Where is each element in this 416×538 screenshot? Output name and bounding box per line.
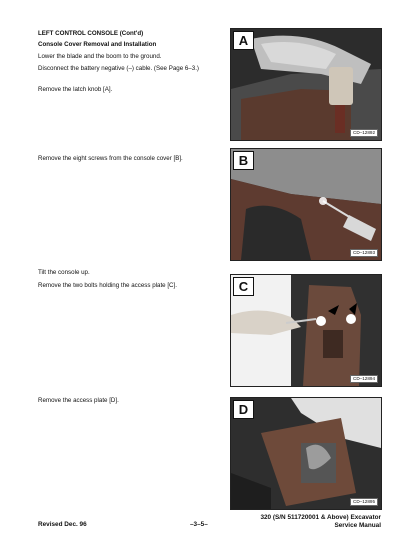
step-tilt-console: Tilt the console up. <box>38 269 90 276</box>
step-remove-latch-knob: Remove the latch knob [A]. <box>38 86 113 93</box>
figure-c-letter: C <box>233 277 254 296</box>
figure-d-photo <box>230 397 382 510</box>
step-disconnect-battery: Disconnect the battery negative (–) cable. (See Page 6–3.) <box>38 65 199 72</box>
step-remove-access-plate: Remove the access plate [D]. <box>38 397 119 404</box>
section-title: LEFT CONTROL CONSOLE (Cont'd) <box>38 30 144 37</box>
footer-page-number: –3–5– <box>190 521 208 528</box>
footer-revised: Revised Dec. 96 <box>38 521 87 528</box>
figure-a-photo <box>230 28 382 141</box>
step-remove-screws: Remove the eight screws from the console cover [B]. <box>38 155 183 162</box>
figure-c-photo <box>230 274 382 387</box>
step-remove-bolts: Remove the two bolts holding the access plate [C]. <box>38 282 177 289</box>
figure-a-letter: A <box>233 31 254 50</box>
step-lower-blade: Lower the blade and the boom to the ground. <box>38 53 162 60</box>
figure-b-code: CD–12893 <box>350 249 378 257</box>
figure-a-code: CD–12892 <box>350 129 378 137</box>
footer-manual-subtitle: Service Manual <box>334 522 381 529</box>
figure-b-photo <box>230 148 382 261</box>
figure-b-letter: B <box>233 151 254 170</box>
footer-manual-title: 320 (S/N 511720001 & Above) Excavator <box>260 514 381 521</box>
subsection-title: Console Cover Removal and Installation <box>38 41 157 48</box>
figure-c-code: CD–12894 <box>350 375 378 383</box>
figure-d-code: CD–12895 <box>350 498 378 506</box>
figure-d-letter: D <box>233 400 254 419</box>
